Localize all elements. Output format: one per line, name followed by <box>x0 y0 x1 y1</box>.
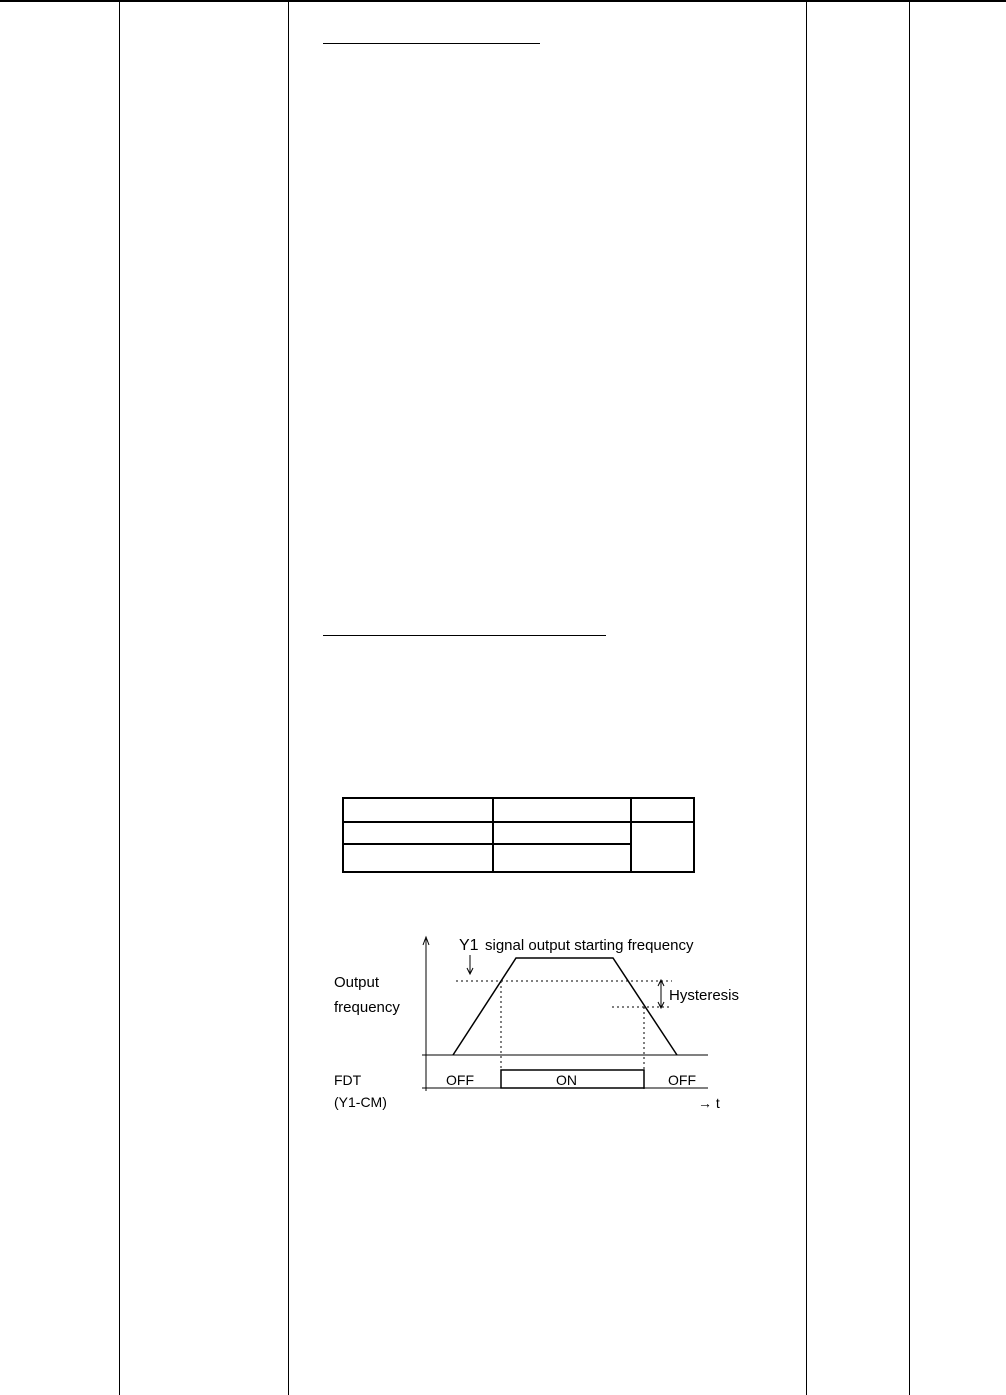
column-divider-3 <box>806 0 807 1395</box>
parameter-table <box>342 797 695 873</box>
column-divider-2 <box>288 0 289 1395</box>
top-border <box>0 0 1006 2</box>
table-row <box>343 798 694 822</box>
table-cell <box>631 822 694 872</box>
fdt-state-off-right: OFF <box>668 1072 696 1088</box>
fdt-state-on: ON <box>556 1072 577 1088</box>
table-cell <box>493 822 631 844</box>
table-cell <box>493 798 631 822</box>
signal-label-line2: (Y1-CM) <box>334 1094 387 1110</box>
table-row <box>343 822 694 844</box>
fdt-timing-diagram <box>320 925 760 1125</box>
hysteresis-label: Hysteresis <box>669 987 740 1004</box>
time-axis-label: → t <box>698 1095 720 1111</box>
fdt-state-off-left: OFF <box>446 1072 474 1088</box>
section-heading-underline-1 <box>323 43 540 44</box>
table-cell <box>343 822 493 844</box>
column-divider-4 <box>909 0 910 1395</box>
y-axis-label-line1: Output <box>334 974 380 991</box>
table-cell <box>343 844 493 872</box>
table-cell <box>493 844 631 872</box>
signal-label-line1: FDT <box>334 1072 362 1088</box>
y1-label: Y1 <box>459 937 479 954</box>
diagram-title: signal output starting frequency <box>485 937 694 954</box>
y-axis-label-line2: frequency <box>334 999 400 1016</box>
column-divider-1 <box>119 0 120 1395</box>
table-cell <box>343 798 493 822</box>
table-cell <box>631 798 694 822</box>
section-heading-underline-2 <box>323 635 606 636</box>
